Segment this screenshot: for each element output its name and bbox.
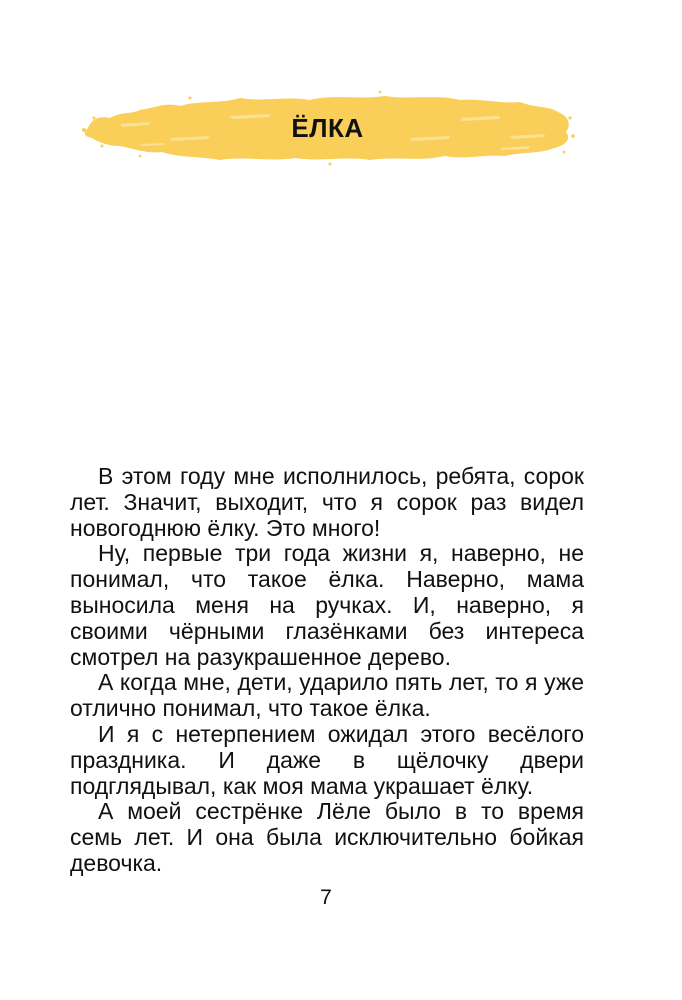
paragraph-1-text: В этом году мне исполнилось, ребята, сорок лет. Значит, выходит, что я сорок раз видел новогоднюю ёлку. Это много! (70, 463, 584, 541)
page-number: 7 (320, 886, 332, 909)
paragraph-3 (70, 670, 584, 722)
paragraph-2-text: Ну, первые три года жизни я, наверно, не понимал, что такое ёлка. Наверно, мама выносила меня на ручках. И, наверно, я своими чёрными глазёнками без интереса смотрел на разукрашенное дерево. (70, 540, 584, 670)
body-text (70, 464, 584, 877)
paragraph-2 (70, 541, 584, 670)
paragraph-4 (70, 722, 584, 799)
paragraph-3-text: А когда мне, дети, ударило пять лет, то я уже отлично понимал, что такое ёлка. (70, 669, 584, 722)
chapter-title-banner (80, 88, 575, 168)
paragraph-4-text: И я с нетерпением ожидал этого весёлого праздника. И даже в щёлочку двери подглядывал, как моя мама украшает ёлку. (70, 720, 584, 799)
chapter-title: ЁЛКА (291, 113, 364, 143)
paragraph-5-text: А моей сестрёнке Лёле было в то время семь лет. И она была исключительно бойкая девочка. (70, 798, 584, 876)
paragraph-5 (70, 799, 584, 876)
paragraph-1 (70, 464, 584, 541)
